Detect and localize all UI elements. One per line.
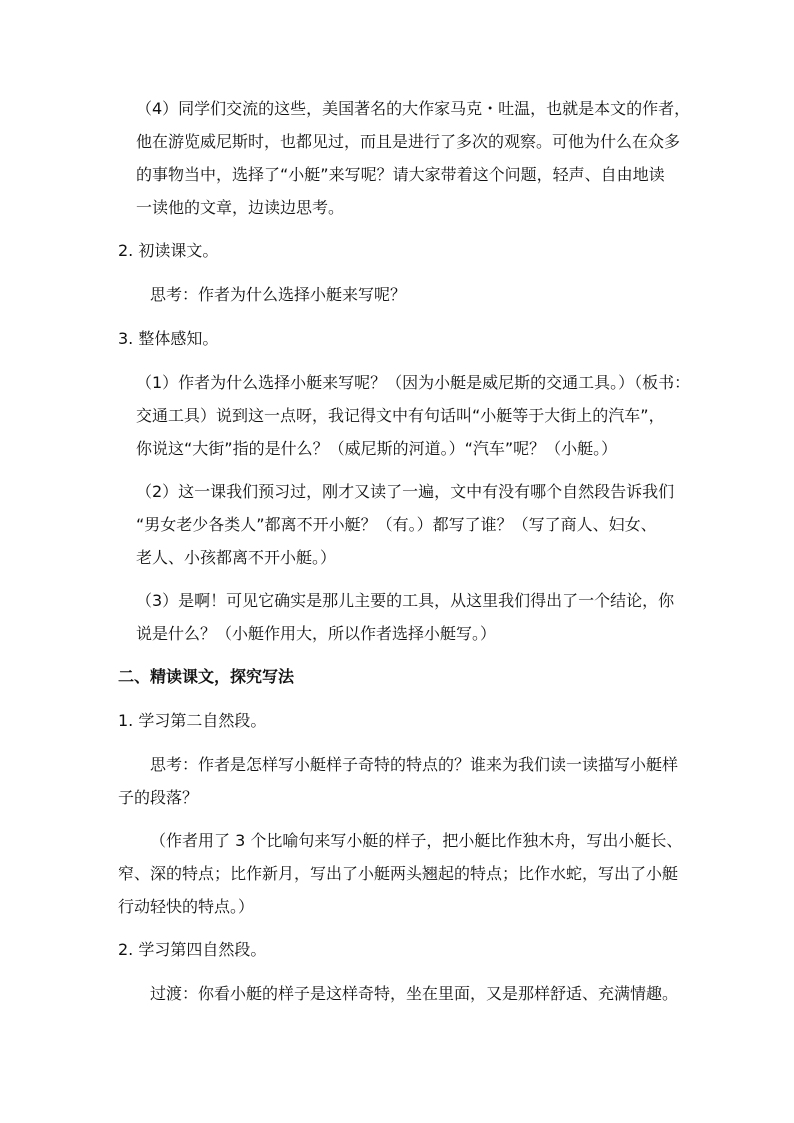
text-line: 你说这“大街”指的是什么？（威尼斯的河道。）“汽车”呢？（小艇。） (136, 439, 618, 458)
text-line: （1）作者为什么选择小艇来写呢？（因为小艇是威尼斯的交通工具。）（板书： (136, 373, 691, 392)
text-line: （3）是啊！可见它确实是那儿主要的工具，从这里我们得出了一个结论，你 (136, 591, 675, 610)
text-line: 他在游览威尼斯时，也都见过，而且是进行了多次的观察。可他为什么在众多 (136, 132, 681, 151)
text-line: （4）同学们交流的这些，美国著名的大作家马克・吐温，也就是本文的作者， (136, 99, 691, 118)
text-line: 过渡：你看小艇的样子是这样奇特，坐在里面，又是那样舒适、充满情趣。 (150, 984, 679, 1003)
text-line: （2）这一课我们预习过，刚才又读了一遍，文中有没有哪个自然段告诉我们 (136, 482, 675, 501)
text-line: 说是什么？（小艇作用大，所以作者选择小艇写。） (136, 624, 497, 643)
text-line: 一读他的文章，边读边思考。 (136, 198, 345, 217)
text-line: 思考：作者为什么选择小艇来写呢？ (150, 285, 407, 304)
text-line: 子的段落？ (118, 788, 199, 807)
section-heading: 2. 学习第四自然段。 (118, 940, 267, 959)
text-line: “男女老少各类人”都离不开小艇？（有。）都写了谁？（写了商人、妇女、 (136, 515, 657, 534)
text-line: 思考：作者是怎样写小艇样子奇特的特点的？谁来为我们读一读描写小艇样 (150, 755, 679, 774)
section-title: 二、精读课文，探究写法 (118, 667, 295, 686)
text-line: （作者用了 3 个比喻句来写小艇的样子，把小艇比作独木舟，写出小艇长、 (150, 831, 683, 850)
section-heading: 2. 初读课文。 (118, 241, 219, 260)
text-line: 老人、小孩都离不开小艇。） (136, 548, 337, 567)
section-heading: 3. 整体感知。 (118, 329, 219, 348)
text-line: 行动轻快的特点。） (118, 897, 255, 916)
text-line: 交通工具）说到这一点呀，我记得文中有句话叫“小艇等于大街上的汽车”， (136, 406, 665, 425)
text-line: 窄、深的特点；比作新月，写出了小艇两头翘起的特点；比作水蛇，写出了小艇 (118, 864, 679, 883)
section-heading: 1. 学习第二自然段。 (118, 711, 267, 730)
text-line: 的事物当中，选择了“小艇”来写呢？请大家带着这个问题，轻声、自由地读 (136, 165, 665, 184)
